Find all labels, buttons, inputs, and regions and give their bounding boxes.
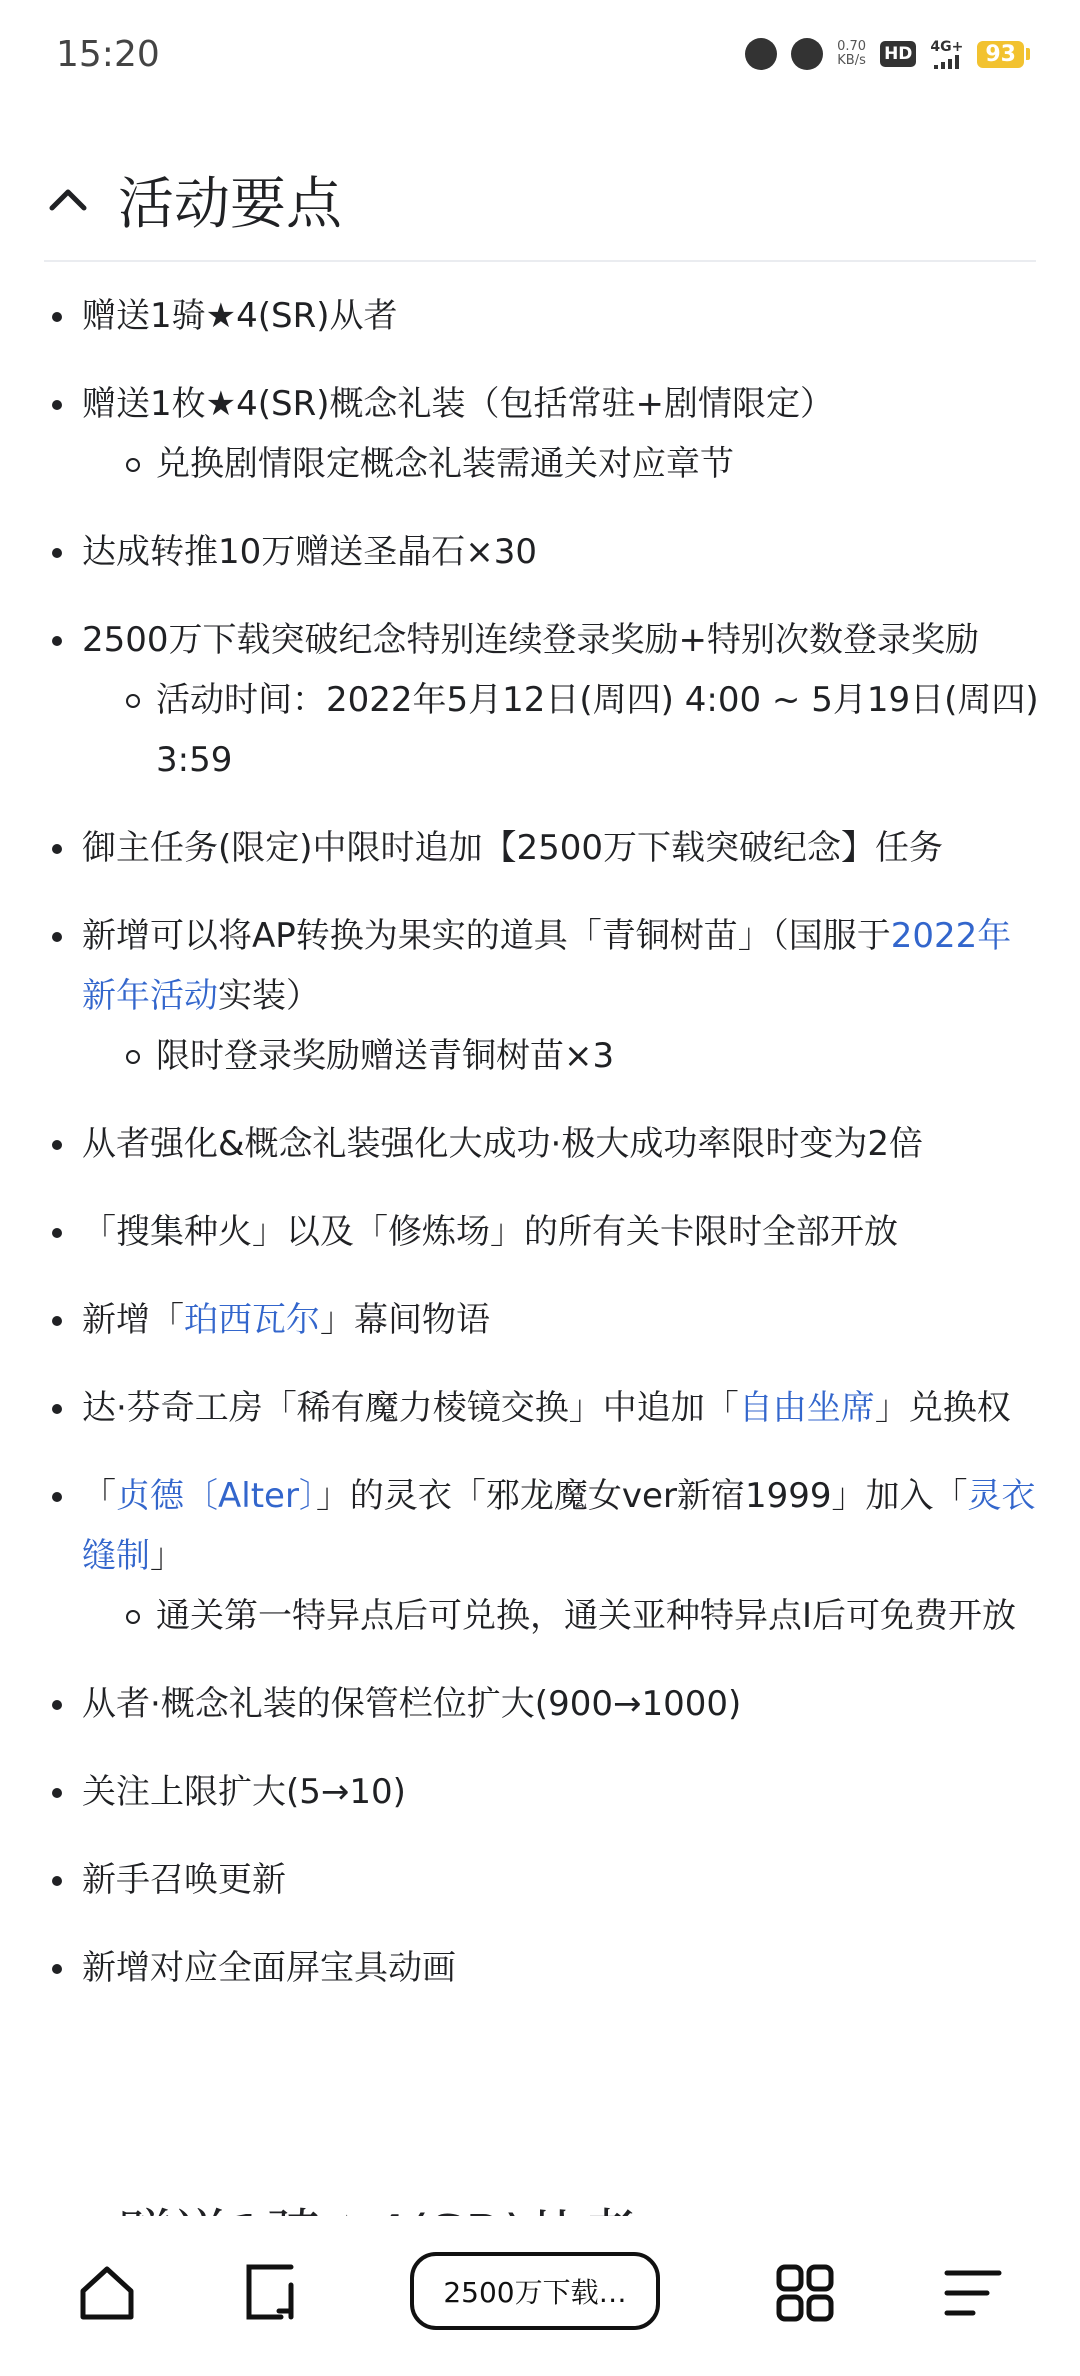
apps-button[interactable]: [770, 2258, 840, 2328]
link-costume-sewing[interactable]: 灵衣缝制: [82, 1476, 1036, 1576]
hd-icon: HD: [880, 41, 916, 67]
list-item: 达成转推10万赠送圣晶石×30: [44, 522, 1044, 582]
menu-button[interactable]: [938, 2258, 1008, 2328]
list-item: 新手召唤更新: [44, 1850, 1044, 1910]
list-item: 新增对应全面屏宝具动画: [44, 1938, 1044, 1998]
edit-button[interactable]: [238, 2258, 308, 2328]
status-bar: [0, 0, 1080, 118]
sub-list-item: 活动时间：2022年5月12日(周四) 4:00 ~ 5月19日(周四) 3:59: [82, 670, 1044, 790]
link-new-year-event[interactable]: 2022年新年活动: [82, 916, 1012, 1016]
list-item: 「搜集种火」以及「修炼场」的所有关卡限时全部开放: [44, 1202, 1044, 1262]
menu-icon: [941, 2261, 1005, 2325]
sub-list-item: 兑换剧情限定概念礼装需通关对应章节: [82, 434, 1044, 494]
home-icon: [75, 2261, 139, 2325]
list-item: 新增「珀西瓦尔」幕间物语: [44, 1290, 1044, 1350]
link-jeanne-alter[interactable]: 贞德〔Alter〕: [116, 1476, 316, 1516]
list-item: 2500万下载突破纪念特别连续登录奖励+特别次数登录奖励 活动时间：2022年5月12日(周四) 4:00 ~ 5月19日(周四) 3:59: [44, 610, 1044, 790]
list-item: 赠送1骑★4(SR)从者: [44, 286, 1044, 346]
status-time: 15:20: [56, 34, 160, 75]
grid-icon: [773, 2261, 837, 2325]
home-button[interactable]: [72, 2258, 142, 2328]
sub-list-item: 通关第一特异点后可兑换，通关亚种特异点Ⅰ后可免费开放: [82, 1586, 1044, 1646]
section-title: 活动要点: [118, 172, 342, 237]
page-title-button[interactable]: 2500万下载…: [410, 2252, 660, 2330]
list-item: 从者·概念礼装的保管栏位扩大(900→1000): [44, 1674, 1044, 1734]
list-item: 御主任务(限定)中限时追加【2500万下载突破纪念】任务: [44, 818, 1044, 878]
link-percival[interactable]: 珀西瓦尔: [184, 1300, 320, 1340]
event-points-list: [44, 286, 1044, 2026]
list-item: 「贞德〔Alter〕」的灵衣「邪龙魔女ver新宿1999」加入「灵衣缝制」 通关第一特异点后可兑换，通关亚种特异点Ⅰ后可免费开放: [44, 1466, 1044, 1646]
mute-icon: [791, 38, 823, 70]
alarm-icon: [745, 38, 777, 70]
edit-icon: [241, 2261, 305, 2325]
battery-icon: 93: [977, 41, 1030, 68]
section-header[interactable]: [44, 140, 1036, 262]
list-item: 从者强化&概念礼装强化大成功·极大成功率限时变为2倍: [44, 1114, 1044, 1174]
chevron-up-icon: [48, 180, 88, 220]
list-item: 赠送1枚★4(SR)概念礼装（包括常驻+剧情限定） 兑换剧情限定概念礼装需通关对应章节: [44, 374, 1044, 494]
link-free-seat[interactable]: 自由坐席: [738, 1388, 875, 1428]
list-item: 关注上限扩大(5→10): [44, 1762, 1044, 1822]
sub-list-item: 限时登录奖励赠送青铜树苗×3: [82, 1026, 1044, 1086]
bottom-nav-bar: [0, 2216, 1080, 2376]
list-item: 新增可以将AP转换为果实的道具「青铜树苗」（国服于2022年新年活动实装） 限时登录奖励赠送青铜树苗×3: [44, 906, 1044, 1086]
status-icons: [745, 38, 1030, 70]
list-item: 达·芬奇工房「稀有魔力棱镜交换」中追加「自由坐席」兑换权: [44, 1378, 1044, 1438]
net-speed: 0.70 KB/s: [837, 39, 867, 68]
signal-icon: 4G+: [930, 39, 963, 69]
